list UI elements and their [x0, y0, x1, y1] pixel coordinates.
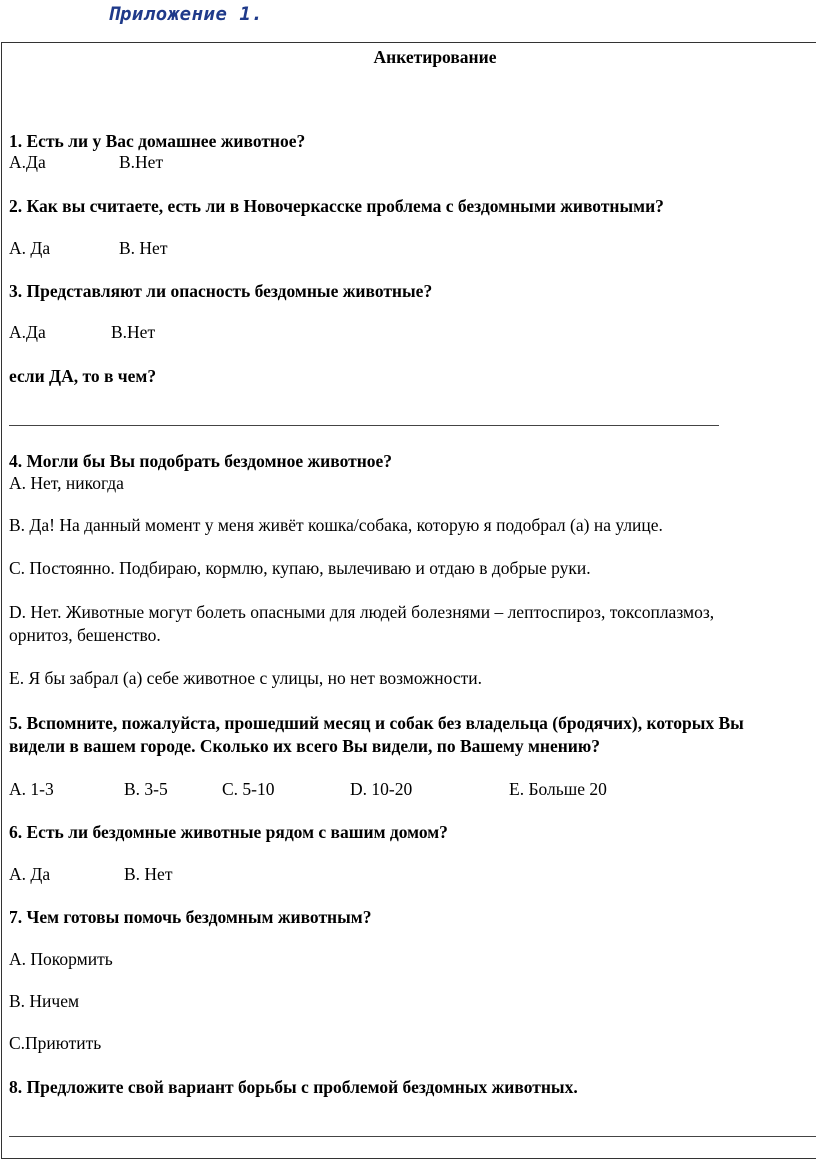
q1-option-a: А.Да: [9, 152, 46, 172]
q2-option-b: В. Нет: [119, 238, 168, 258]
question-2: 2. Как вы считаете, есть ли в Новочеркасске проблема с бездомными животными?: [9, 196, 664, 216]
question-3: 3. Представляют ли опасность бездомные животные?: [9, 281, 433, 301]
q6-option-b: В. Нет: [124, 864, 173, 884]
q7-option-a: А. Покормить: [9, 949, 113, 969]
q5-option-e: Е. Больше 20: [509, 779, 607, 799]
question-4: 4. Могли бы Вы подобрать бездомное животное?: [9, 451, 393, 471]
q3-option-a: А.Да: [9, 322, 46, 342]
question-5-line2: видели в вашем городе. Сколько их всего Вы видели, по Вашему мнению?: [9, 736, 601, 756]
q4-option-e: Е. Я бы забрал (а) себе животное с улицы, но нет возможности.: [9, 668, 482, 688]
q4-option-a: А. Нет, никогда: [9, 473, 124, 493]
q5-option-b: В. 3-5: [124, 779, 168, 799]
q4-option-d-line2: орнитоз, бешенство.: [9, 625, 161, 645]
q2-option-a: А. Да: [9, 238, 51, 258]
q5-option-d: D. 10-20: [350, 779, 413, 799]
q5-option-c: С. 5-10: [222, 779, 275, 799]
question-8: 8. Предложите свой вариант борьбы с проблемой бездомных животных.: [9, 1077, 578, 1097]
appendix-label: Приложение 1.: [108, 3, 264, 25]
q4-option-c: С. Постоянно. Подбираю, кормлю, купаю, вылечиваю и отдаю в добрые руки.: [9, 558, 591, 578]
q1-option-b: В.Нет: [119, 152, 164, 172]
q6-option-a: А. Да: [9, 864, 51, 884]
q3-followup: если ДА, то в чем?: [9, 366, 157, 386]
answer-line-q8: [9, 1136, 816, 1137]
q5-option-a: А. 1-3: [9, 779, 54, 799]
page-title: Анкетирование: [373, 47, 497, 67]
question-7: 7. Чем готовы помочь бездомным животным?: [9, 907, 372, 927]
answer-line-q3: [9, 425, 719, 426]
q4-option-b: В. Да! На данный момент у меня живёт кошка/собака, которую я подобрал (а) на улице.: [9, 515, 663, 535]
q7-option-b: В. Ничем: [9, 991, 80, 1011]
question-6: 6. Есть ли бездомные животные рядом с вашим домом?: [9, 822, 448, 842]
question-5-line1: 5. Вспомните, пожалуйста, прошедший месяц и собак без владельца (бродячих), которых Вы: [9, 713, 744, 733]
question-1: 1. Есть ли у Вас домашнее животное?: [9, 131, 306, 151]
q4-option-d-line1: D. Нет. Животные могут болеть опасными для людей болезнями – лептоспироз, токсоплазмоз,: [9, 602, 715, 622]
q3-option-b: В.Нет: [111, 322, 156, 342]
q7-option-c: С.Приютить: [9, 1033, 102, 1053]
